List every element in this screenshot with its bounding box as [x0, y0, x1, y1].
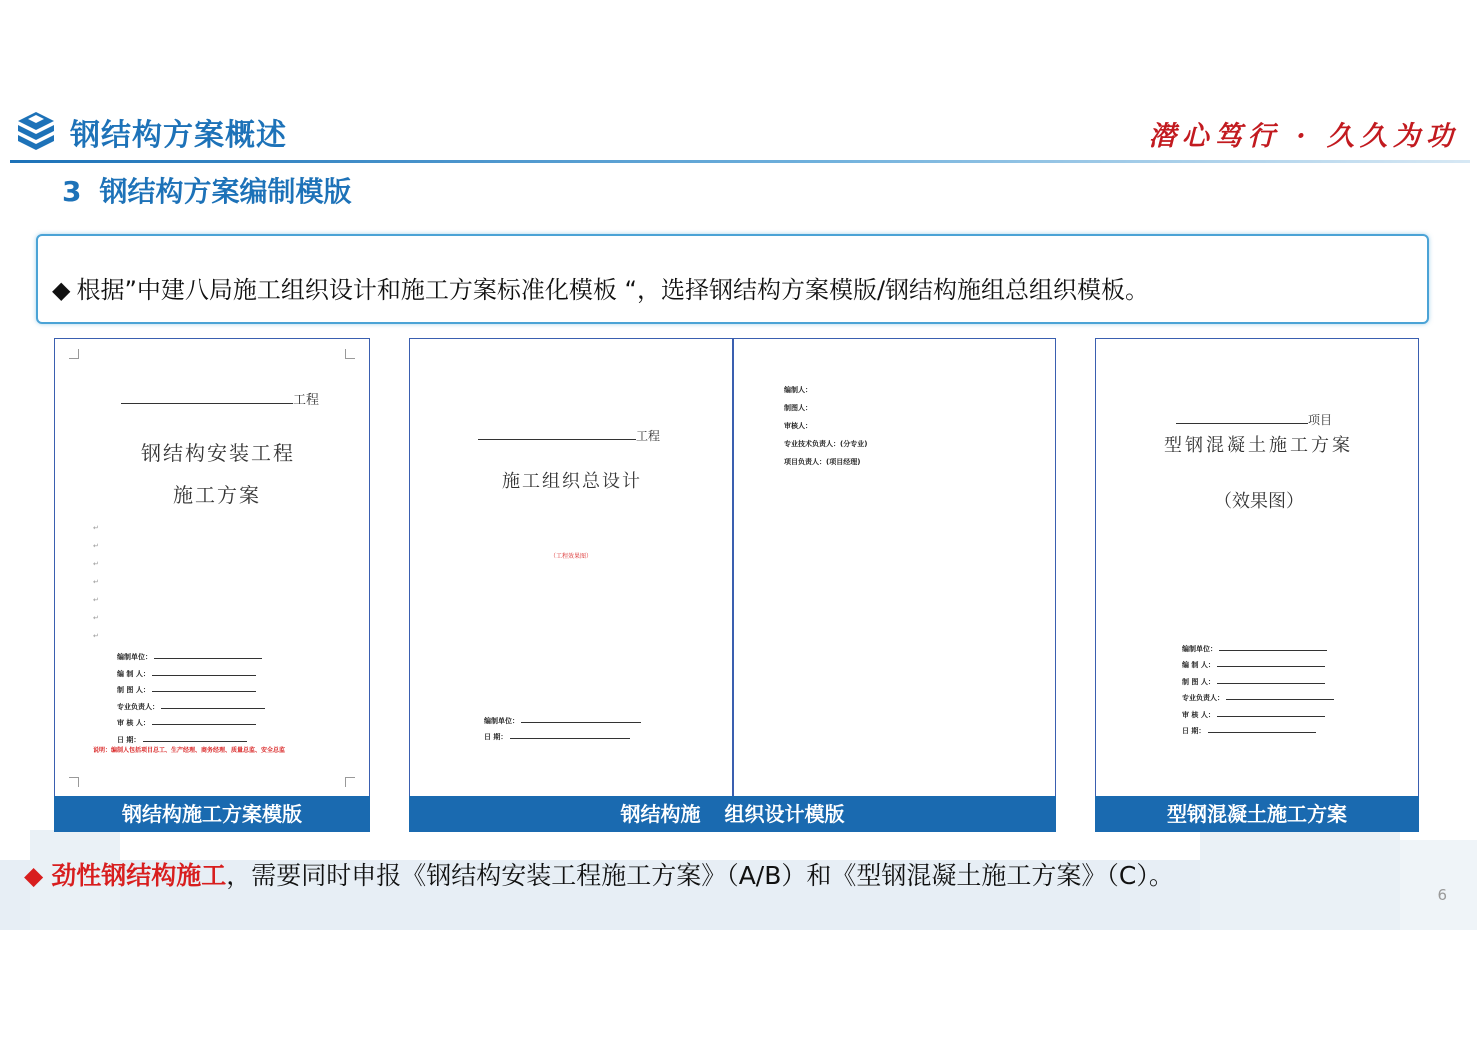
doc-c-field-list [1182, 641, 1334, 739]
bottom-text: ，需要同时申报《钢结构安装工程施工方案》（A/B）和《型钢混凝土施工方案》（C）。 [226, 861, 1174, 890]
header-slogan: 潜心笃行 · 久久为功 [1148, 121, 1459, 152]
doc-a-field-label: 编 制 人： [117, 669, 150, 678]
doc-b-signature-label: 编制人： [784, 386, 812, 394]
doc-c-field-label: 专业负责人： [1182, 694, 1224, 703]
caption-b-left: 钢结构施 [620, 802, 701, 826]
margin-corner-mark [345, 349, 355, 359]
doc-c-subtitle: （效果图） [1214, 491, 1304, 512]
intro-text [52, 270, 1149, 305]
doc-c-field-label: 日 期： [1182, 727, 1206, 736]
doc-b-title: 施工组织总设计 [502, 471, 642, 492]
header-title: 钢结构方案概述 [70, 118, 287, 153]
doc-c-title: 型钢混凝土施工方案 [1164, 435, 1353, 456]
doc-a-note: 说明：编制人包括项目总工、生产经理、商务经理、质量总监、安全总监 [93, 747, 286, 754]
template-thumbnail-a [54, 338, 370, 798]
margin-corner-mark [345, 777, 355, 787]
template-thumbnail-b [409, 338, 1056, 798]
layers-cube-icon [16, 110, 56, 152]
section-title-text: 钢结构方案编制模版 [99, 175, 352, 208]
doc-a-title-line2: 施工方案 [173, 483, 261, 507]
doc-a-field-label: 编制单位： [117, 653, 152, 661]
doc-c-field-label: 制 图 人： [1182, 677, 1215, 686]
doc-a-project-suffix: 工程 [293, 393, 320, 408]
doc-b-field-label: 编制单位： [484, 717, 519, 725]
caption-b-right: 组织设计模版 [724, 802, 845, 826]
diamond-bullet-icon: ◆ [52, 276, 71, 304]
doc-a-field-label: 制 图 人： [117, 686, 150, 695]
page-divider [732, 339, 734, 798]
doc-b-image-placeholder: （工程效果图） [550, 553, 593, 560]
red-diamond-bullet-icon: ◆ [24, 861, 44, 890]
doc-a-field-label: 专业负责人： [117, 702, 159, 711]
bottom-note [24, 856, 1174, 892]
bottom-highlight: 劲性钢结构施工 [51, 861, 227, 890]
doc-b-signature-label: 制图人： [784, 404, 812, 412]
caption-template-a: 钢结构施工方案模版 [54, 796, 370, 832]
doc-b-field-list [484, 713, 641, 745]
margin-corner-mark [69, 777, 79, 787]
page-number: 6 [1437, 886, 1447, 904]
doc-a-field-label: 审 核 人： [117, 719, 150, 728]
doc-b-signature-label: 审核人： [784, 422, 812, 430]
doc-b-signature-label: 项目负责人：(项目经理) [784, 458, 861, 466]
doc-c-field-label: 审 核 人： [1182, 710, 1215, 719]
doc-b-project-suffix: 工程 [636, 429, 661, 443]
template-thumbnail-c [1095, 338, 1419, 798]
slide-header [0, 100, 1477, 162]
doc-a-title-line1: 钢结构安装工程 [141, 441, 295, 465]
doc-b-signature-list [784, 381, 867, 471]
doc-b-field-label: 日 期： [484, 733, 508, 741]
margin-corner-mark [69, 349, 79, 359]
intro-sentence: 根据”中建八局施工组织设计和施工方案标准化模板 “，选择钢结构方案模版/钢结构施组总组织模板。 [76, 276, 1150, 304]
doc-a-field-list [117, 649, 265, 749]
header-divider [10, 160, 1470, 163]
section-number: 3 [62, 175, 82, 208]
intro-box [36, 234, 1429, 324]
doc-b-signature-label: 专业技术负责人：(分专业) [784, 440, 868, 448]
doc-c-field-label: 编制单位： [1182, 645, 1217, 653]
caption-template-c: 型钢混凝土施工方案 [1095, 796, 1419, 832]
doc-c-project-suffix: 项目 [1308, 413, 1333, 427]
doc-a-blank-lines: ↵ ↵ ↵ ↵ ↵ ↵ ↵ [93, 524, 99, 640]
doc-a-field-label: 日 期： [117, 735, 141, 744]
doc-c-field-label: 编 制 人： [1182, 661, 1215, 670]
section-title [62, 170, 352, 210]
caption-template-b [409, 796, 1056, 832]
